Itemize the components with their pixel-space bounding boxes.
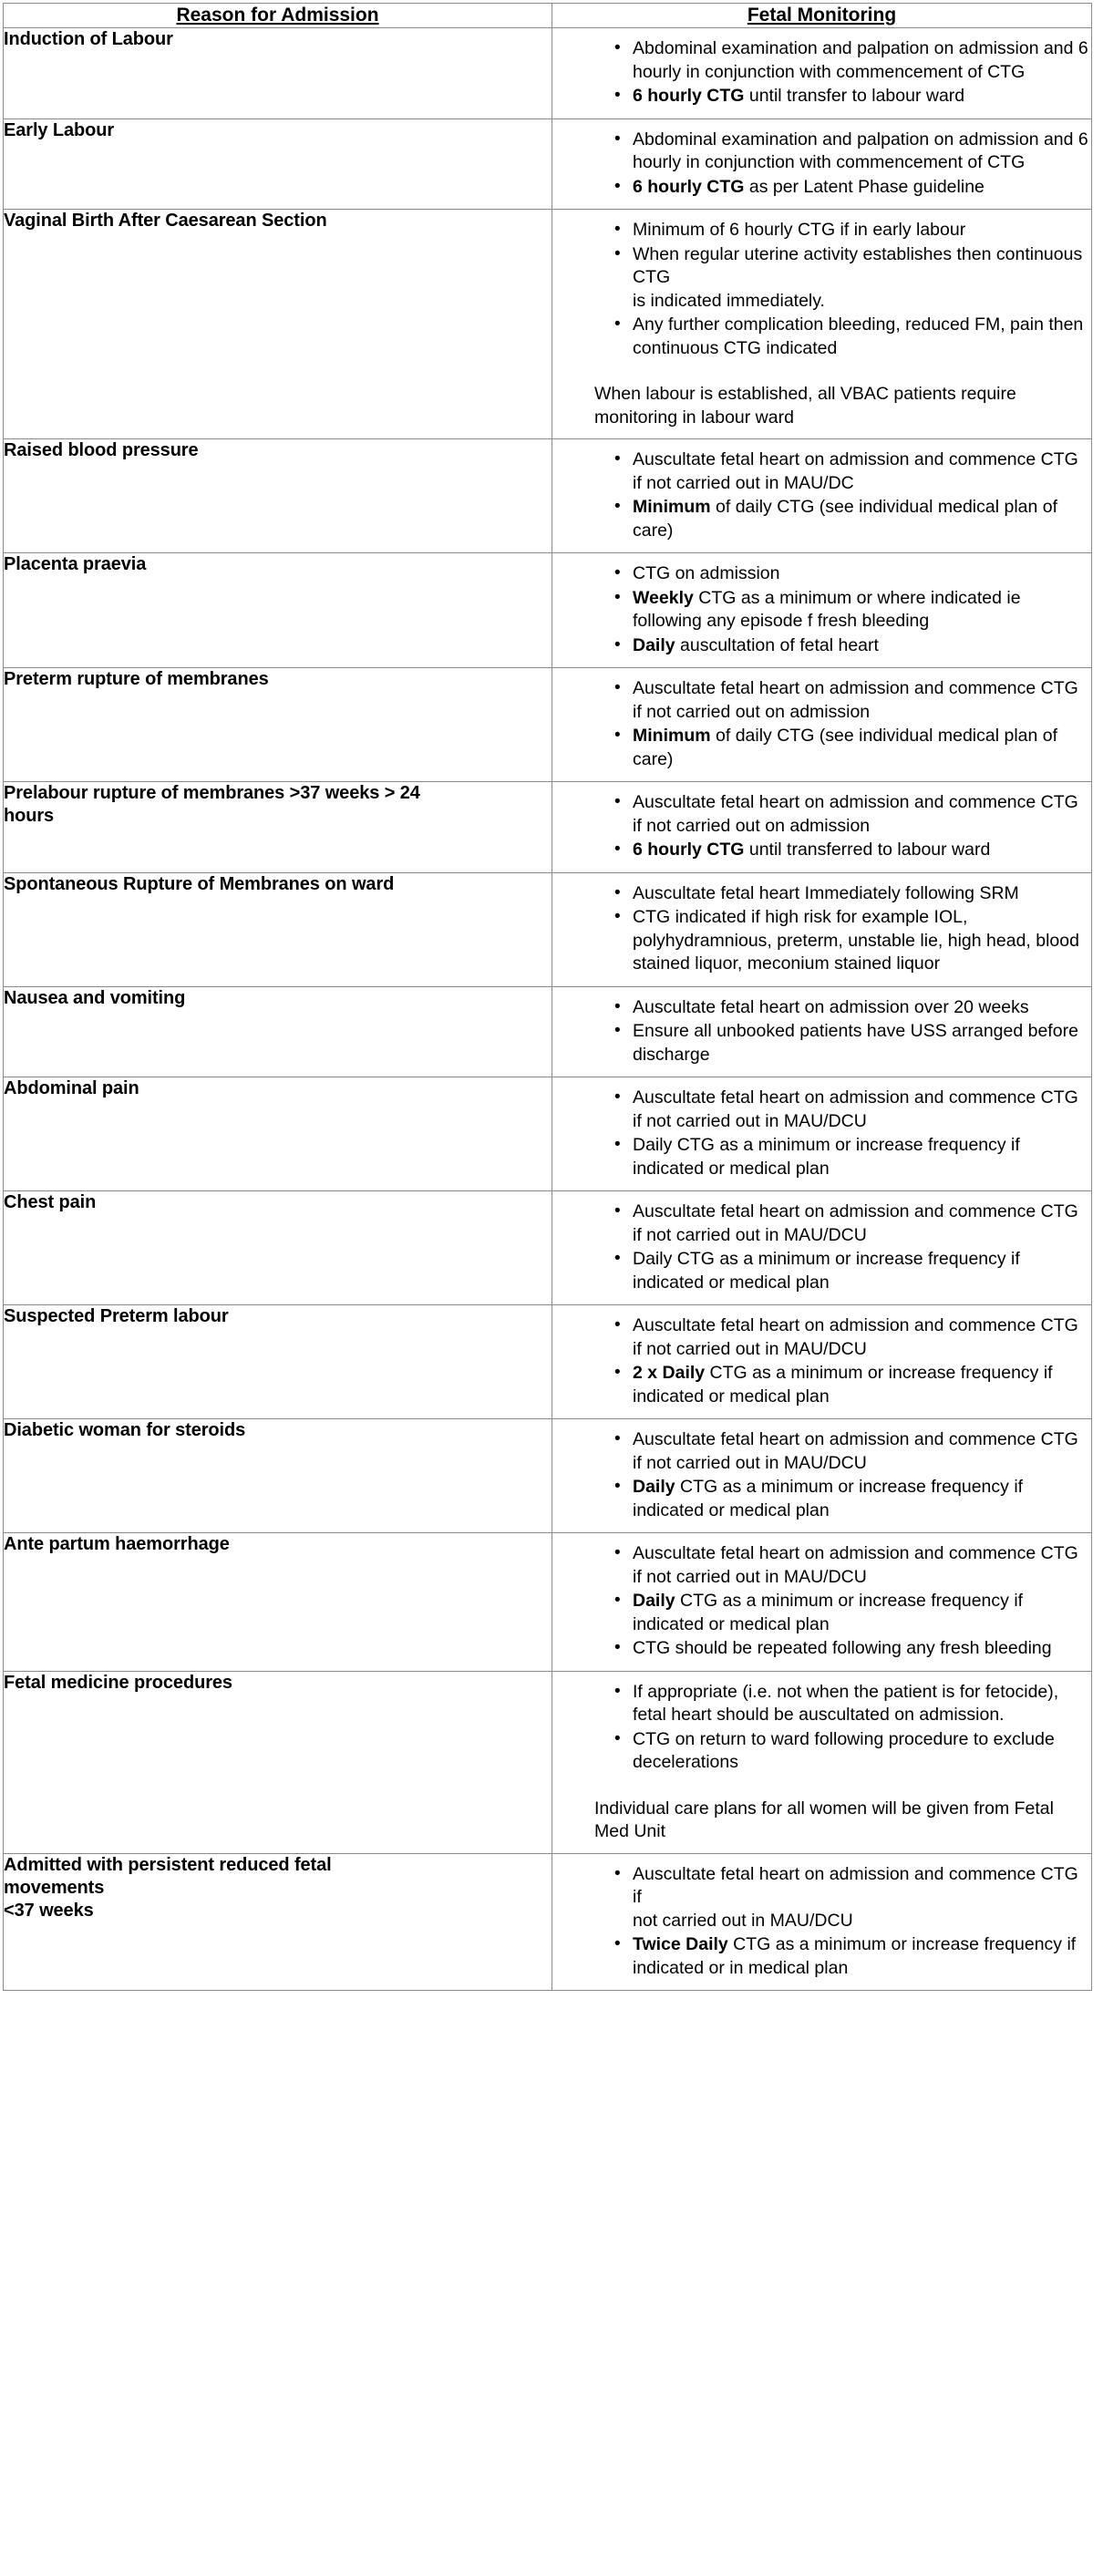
bullet-text: CTG indicated if high risk for example IOL, polyhydramnious, preterm, unstable lie, high head, blood stained liquor, meconium stained liquor	[633, 907, 1079, 974]
fetal-monitoring-cell	[552, 1305, 1092, 1419]
reason-line: Early Labour	[4, 119, 115, 140]
reason-line: hours	[4, 806, 55, 826]
bullet-text: Auscultate fetal heart on admission and commence CTG if not carried out in MAU/DCU	[633, 1543, 1078, 1587]
table-row	[4, 872, 1092, 986]
bullet-text: CTG as a minimum or increase frequency if indicated or in medical plan	[633, 1934, 1077, 1978]
bullet-emphasis: 6 hourly CTG	[633, 86, 745, 106]
table-row	[4, 553, 1092, 668]
table-header-row	[4, 4, 1092, 28]
bullet-subline: not carried out in MAU/DCU	[633, 1910, 853, 1931]
table-row	[4, 986, 1092, 1077]
bullet-text: CTG as a minimum or where indicated ie following any episode f fresh bleeding	[633, 587, 1021, 631]
monitoring-content	[552, 1191, 1091, 1304]
table-row	[4, 782, 1092, 873]
reason-text	[4, 1305, 552, 1328]
fetal-monitoring-cell	[552, 1419, 1092, 1533]
bullet-emphasis: 6 hourly CTG	[633, 840, 745, 860]
monitoring-note: When labour is established, all VBAC patients require monitoring in labour ward	[594, 384, 1016, 428]
bullet-text: Any further complication bleeding, reduced FM, pain then continuous CTG indicated	[633, 314, 1084, 358]
table-row	[4, 1077, 1092, 1191]
monitoring-content	[552, 1305, 1091, 1418]
monitoring-bullet-list	[552, 1314, 1089, 1408]
monitoring-bullet	[613, 634, 1089, 658]
monitoring-bullet	[613, 839, 1089, 862]
column-header-monitoring	[552, 4, 1092, 28]
reason-cell	[4, 1077, 552, 1191]
monitoring-bullet	[613, 1542, 1089, 1589]
bullet-text: Ensure all unbooked patients have USS arranged before discharge	[633, 1021, 1078, 1065]
monitoring-bullet	[613, 1314, 1089, 1361]
reason-line: Diabetic woman for steroids	[4, 1420, 246, 1440]
bullet-text: Minimum of 6 hourly CTG if in early labour	[633, 220, 966, 240]
monitoring-bullet	[613, 243, 1089, 314]
reason-cell	[4, 553, 552, 668]
bullet-text: Daily CTG as a minimum or increase frequency if indicated or medical plan	[633, 1135, 1020, 1179]
reason-cell	[4, 1671, 552, 1853]
monitoring-bullet-list	[552, 129, 1089, 200]
reason-text	[4, 1191, 552, 1214]
monitoring-bullet	[613, 219, 1089, 242]
monitoring-bullet-list	[552, 1087, 1089, 1180]
bullet-emphasis: Daily	[633, 1591, 675, 1611]
bullet-text: Auscultate fetal heart on admission and commence CTG if	[633, 1863, 1078, 1907]
reason-text	[4, 210, 552, 232]
bullet-subline: is indicated immediately.	[633, 290, 825, 311]
monitoring-bullet	[613, 1020, 1089, 1066]
fetal-monitoring-cell	[552, 872, 1092, 986]
monitoring-bullet-list	[552, 791, 1089, 862]
reason-cell	[4, 28, 552, 119]
reason-line: Fetal medicine procedures	[4, 1672, 232, 1693]
bullet-text: Auscultate fetal heart on admission and commence CTG if not carried out on admission	[633, 792, 1078, 836]
bullet-text: CTG as a minimum or increase frequency if indicated or medical plan	[633, 1363, 1053, 1406]
bullet-text: Abdominal examination and palpation on admission and 6 hourly in conjunction with commencement of CTG	[633, 38, 1088, 82]
monitoring-content	[552, 668, 1091, 781]
bullet-text: If appropriate (i.e. not when the patient is for fetocide), fetal heart should be auscultated on admission.	[633, 1681, 1059, 1725]
reason-line: Preterm rupture of membranes	[4, 669, 269, 689]
bullet-text: until transferred to labour ward	[744, 840, 991, 860]
monitoring-content	[552, 782, 1091, 872]
table-row	[4, 1419, 1092, 1533]
reason-text	[4, 28, 552, 51]
monitoring-bullet-list	[552, 1428, 1089, 1522]
fetal-monitoring-cell	[552, 668, 1092, 782]
monitoring-bullet	[613, 37, 1089, 84]
fetal-monitoring-cell	[552, 28, 1092, 119]
reason-cell	[4, 1853, 552, 1991]
reason-line: Ante partum haemorrhage	[4, 1534, 230, 1554]
monitoring-bullet	[613, 448, 1089, 495]
reason-text	[4, 668, 552, 691]
monitoring-content	[552, 873, 1091, 986]
reason-line: Spontaneous Rupture of Membranes on ward	[4, 873, 395, 894]
reason-line: movements	[4, 1877, 105, 1898]
table-row	[4, 439, 1092, 553]
fetal-monitoring-cell	[552, 1077, 1092, 1191]
monitoring-bullet	[613, 1087, 1089, 1133]
monitoring-bullet	[613, 1590, 1089, 1636]
table-row	[4, 1533, 1092, 1672]
bullet-text: CTG on return to ward following procedure to exclude decelerations	[633, 1728, 1055, 1772]
reason-text	[4, 782, 552, 828]
table-header	[4, 4, 1092, 28]
bullet-text: Auscultate fetal heart on admission and commence CTG if not carried out in MAU/DCU	[633, 1429, 1078, 1473]
monitoring-bullet	[613, 314, 1089, 360]
reason-line: Induction of Labour	[4, 29, 173, 49]
monitoring-bullet	[613, 85, 1089, 108]
monitoring-bullet-list	[552, 1863, 1089, 1981]
monitoring-bullet	[613, 129, 1089, 175]
fetal-monitoring-guideline-table	[3, 3, 1092, 1991]
reason-cell	[4, 782, 552, 873]
table-row	[4, 1853, 1092, 1991]
bullet-emphasis: Minimum	[633, 726, 711, 746]
fetal-monitoring-cell	[552, 439, 1092, 553]
monitoring-bullet	[613, 906, 1089, 976]
table-row	[4, 118, 1092, 210]
monitoring-bullet-list	[552, 1681, 1089, 1775]
bullet-text: CTG as a minimum or increase frequency if indicated or medical plan	[633, 1591, 1024, 1634]
table-row	[4, 1191, 1092, 1305]
monitoring-bullet	[613, 1637, 1089, 1661]
monitoring-note: Individual care plans for all women will be given from Fetal Med Unit	[594, 1798, 1054, 1841]
fetal-monitoring-cell	[552, 118, 1092, 210]
monitoring-bullet	[613, 1681, 1089, 1727]
bullet-text: of daily CTG (see individual medical plan of care)	[633, 497, 1058, 541]
monitoring-bullet-list	[552, 1542, 1089, 1661]
reason-line: Nausea and vomiting	[4, 987, 186, 1008]
bullet-emphasis: 6 hourly CTG	[633, 176, 745, 197]
reason-text	[4, 1854, 552, 1922]
monitoring-bullet-list	[552, 882, 1089, 976]
bullet-text: Auscultate fetal heart on admission over 20 weeks	[633, 996, 1029, 1017]
fetal-monitoring-cell	[552, 1533, 1092, 1672]
bullet-text: Auscultate fetal heart on admission and commence CTG if not carried out on admission	[633, 678, 1078, 722]
column-header-reason-label: Reason for Admission	[176, 5, 379, 26]
monitoring-bullet-list	[552, 677, 1089, 771]
monitoring-content	[552, 987, 1091, 1077]
reason-text	[4, 1533, 552, 1556]
monitoring-bullet	[613, 882, 1089, 906]
fetal-monitoring-cell	[552, 986, 1092, 1077]
monitoring-bullet-list	[552, 996, 1089, 1067]
reason-cell	[4, 1191, 552, 1305]
fetal-monitoring-cell	[552, 210, 1092, 439]
reason-text	[4, 987, 552, 1010]
bullet-text: CTG on admission	[633, 563, 780, 583]
reason-line: Prelabour rupture of membranes >37 weeks > 24	[4, 783, 420, 803]
bullet-emphasis: Weekly	[633, 587, 694, 608]
reason-cell	[4, 986, 552, 1077]
bullet-text: auscultation of fetal heart	[675, 634, 879, 655]
monitoring-content	[552, 1854, 1091, 1991]
reason-cell	[4, 1533, 552, 1672]
monitoring-content	[552, 1533, 1091, 1671]
monitoring-bullet	[613, 1933, 1089, 1980]
monitoring-bullet	[613, 1362, 1089, 1408]
reason-text	[4, 1672, 552, 1695]
reason-text	[4, 439, 552, 462]
reason-cell	[4, 439, 552, 553]
reason-text	[4, 119, 552, 142]
bullet-emphasis: 2 x Daily	[633, 1363, 706, 1383]
monitoring-bullet	[613, 587, 1089, 634]
monitoring-content	[552, 28, 1091, 118]
bullet-text: Auscultate fetal heart on admission and commence CTG if not carried out in MAU/DCU	[633, 1315, 1078, 1359]
bullet-text: CTG as a minimum or increase frequency if indicated or medical plan	[633, 1477, 1024, 1520]
monitoring-bullet	[613, 791, 1089, 838]
column-header-monitoring-label: Fetal Monitoring	[747, 5, 897, 26]
monitoring-bullet	[613, 1200, 1089, 1247]
fetal-monitoring-cell	[552, 1671, 1092, 1853]
bullet-text: until transfer to labour ward	[744, 86, 965, 106]
reason-cell	[4, 210, 552, 439]
bullet-text: Auscultate fetal heart on admission and commence CTG if not carried out in MAU/DCU	[633, 1201, 1078, 1245]
monitoring-bullet-list	[552, 1200, 1089, 1294]
monitoring-bullet	[613, 996, 1089, 1020]
monitoring-bullet	[613, 1428, 1089, 1475]
reason-line: <37 weeks	[4, 1900, 94, 1921]
bullet-emphasis: Twice Daily	[633, 1934, 728, 1954]
reason-text	[4, 1419, 552, 1442]
bullet-text: CTG should be repeated following any fresh bleeding	[633, 1638, 1052, 1658]
reason-cell	[4, 1419, 552, 1533]
reason-cell	[4, 118, 552, 210]
reason-cell	[4, 872, 552, 986]
fetal-monitoring-cell	[552, 553, 1092, 668]
reason-text	[4, 1077, 552, 1100]
monitoring-bullet	[613, 1476, 1089, 1522]
monitoring-bullet	[613, 1134, 1089, 1180]
monitoring-bullet-list	[552, 37, 1089, 108]
monitoring-content	[552, 1077, 1091, 1190]
fetal-monitoring-cell	[552, 782, 1092, 873]
reason-line: Admitted with persistent reduced fetal	[4, 1854, 332, 1875]
monitoring-content	[552, 1419, 1091, 1532]
table-row	[4, 1671, 1092, 1853]
monitoring-bullet	[613, 1863, 1089, 1933]
bullet-text: Auscultate fetal heart on admission and commence CTG if not carried out in MAU/DCU	[633, 1087, 1078, 1131]
table-row	[4, 210, 1092, 439]
monitoring-content	[552, 553, 1091, 667]
bullet-text: as per Latent Phase guideline	[744, 176, 984, 197]
table-row	[4, 28, 1092, 119]
bullet-text: of daily CTG (see individual medical plan of care)	[633, 726, 1058, 769]
monitoring-bullet	[613, 176, 1089, 200]
reason-line: Vaginal Birth After Caesarean Section	[4, 211, 327, 231]
bullet-text: Auscultate fetal heart Immediately following SRM	[633, 882, 1019, 903]
reason-line: Placenta praevia	[4, 554, 147, 574]
reason-cell	[4, 1305, 552, 1419]
monitoring-bullet-list	[552, 448, 1089, 542]
monitoring-bullet	[613, 1248, 1089, 1294]
reason-line: Raised blood pressure	[4, 440, 199, 460]
monitoring-bullet	[613, 1728, 1089, 1775]
monitoring-content	[552, 210, 1091, 438]
reason-line: Suspected Preterm labour	[4, 1306, 229, 1326]
reason-cell	[4, 668, 552, 782]
monitoring-bullet-list	[552, 219, 1089, 360]
bullet-text: Auscultate fetal heart on admission and commence CTG if not carried out in MAU/DC	[633, 449, 1078, 493]
bullet-emphasis: Daily	[633, 634, 675, 655]
bullet-text: Abdominal examination and palpation on admission and 6 hourly in conjunction with commencement of CTG	[633, 129, 1088, 172]
fetal-monitoring-cell	[552, 1853, 1092, 1991]
reason-text	[4, 553, 552, 576]
monitoring-bullet	[613, 496, 1089, 542]
monitoring-content	[552, 119, 1091, 210]
monitoring-bullet-list	[552, 562, 1089, 657]
monitoring-bullet	[613, 562, 1089, 586]
monitoring-bullet	[613, 725, 1089, 771]
fetal-monitoring-cell	[552, 1191, 1092, 1305]
bullet-emphasis: Daily	[633, 1477, 675, 1497]
bullet-text: Daily CTG as a minimum or increase frequency if indicated or medical plan	[633, 1249, 1020, 1293]
monitoring-bullet	[613, 677, 1089, 724]
table-row	[4, 668, 1092, 782]
column-header-reason	[4, 4, 552, 28]
monitoring-content	[552, 1672, 1091, 1853]
table-row	[4, 1305, 1092, 1419]
monitoring-content	[552, 439, 1091, 552]
bullet-emphasis: Minimum	[633, 497, 711, 517]
table-body	[4, 28, 1092, 1991]
bullet-text: When regular uterine activity establishes then continuous CTG	[633, 243, 1083, 287]
reason-text	[4, 873, 552, 896]
reason-line: Chest pain	[4, 1192, 97, 1212]
reason-line: Abdominal pain	[4, 1078, 139, 1098]
